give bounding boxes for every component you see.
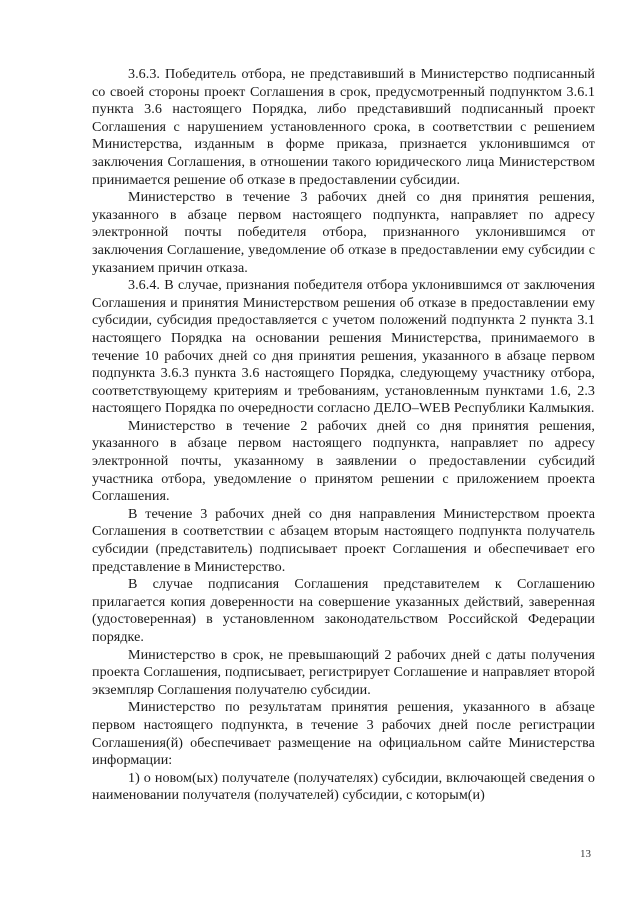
- paragraph-list-item-1: 1) о новом(ых) получателе (получателях) субсидии, включающей сведения о наименовании получателя (получателей) субсидии, с которым(и): [92, 769, 595, 804]
- page-number: 13: [580, 848, 591, 860]
- paragraph-notification-refusal: Министерство в течение 3 рабочих дней со дня принятия решения, указанного в абзаце первом настоящего подпункта, направляет по адресу электронной почты победителя отбора, признанного уклонившимся от заключения Соглашение, уведомление об отказе в предоставлении ему субсидии с указанием причин отказа.: [92, 189, 595, 276]
- paragraph-3-6-3: 3.6.3. Победитель отбора, не представивший в Министерство подписанный со своей стороны проект Соглашения в срок, предусмотренный подпунктом 3.6.1 пункта 3.6 настоящего Порядка, либо представивший подписанный проект Соглашения с нарушением установленного срока, в соответствии с решением Министерства, изданным в форме приказа, признается уклонившимся от заключения Соглашения, в отношении такого юридического лица Министерством принимается решение об отказе в предоставлении субсидии.: [92, 66, 595, 188]
- paragraph-signing-deadline: В течение 3 рабочих дней со дня направления Министерством проекта Соглашения в соответствии с абзацем вторым настоящего подпункта получатель субсидии (представитель) подписывает проект Соглашения и обеспечивает его представление в Министерство.: [92, 505, 595, 575]
- paragraph-3-6-4: 3.6.4. В случае, признания победителя отбора уклонившимся от заключения Соглашения и принятия Министерством решения об отказе в предоставлении ему субсидии, субсидия предоставляется с учетом положений подпункта 2 пункта 3.1 настоящего Порядка на основании решения Министерства, принимаемого в течение 10 рабочих дней со дня принятия решения, указанного в абзаце первом подпункта 3.6.3 пункта 3.6 настоящего Порядка, следующему участнику отбора, соответствующему критериям и требованиям, установленным пунктами 1.6, 2.3 настоящего Порядка по очередности согласно ДЕЛО–WEB Республики Калмыкия.: [92, 277, 595, 417]
- paragraph-publication: Министерство по результатам принятия решения, указанного в абзаце первом настоящего подпункта, в течение 3 рабочих дней после регистрации Соглашения(й) обеспечивает размещение на официальном сайте Министерства информации:: [92, 699, 595, 769]
- paragraph-power-of-attorney: В случае подписания Соглашения представителем к Соглашению прилагается копия доверенности на совершение указанных действий, заверенная (удостоверенная) в установленном законодательством Российской Федерации порядке.: [92, 576, 595, 645]
- paragraph-notification-decision: Министерство в течение 2 рабочих дней со дня принятия решения, указанного в абзаце первом настоящего подпункта, направляет по адресу электронной почты, указанному в заявлении о предоставлении субсидий участника отбора, уведомление о принятом решении с приложением проекта Соглашения.: [92, 417, 595, 505]
- paragraph-registration: Министерство в срок, не превышающий 2 рабочих дней с даты получения проекта Соглашения, подписывает, регистрирует Соглашение и направляет второй экземпляр Соглашения получателю субсидии.: [92, 646, 595, 698]
- document-body: [92, 66, 595, 805]
